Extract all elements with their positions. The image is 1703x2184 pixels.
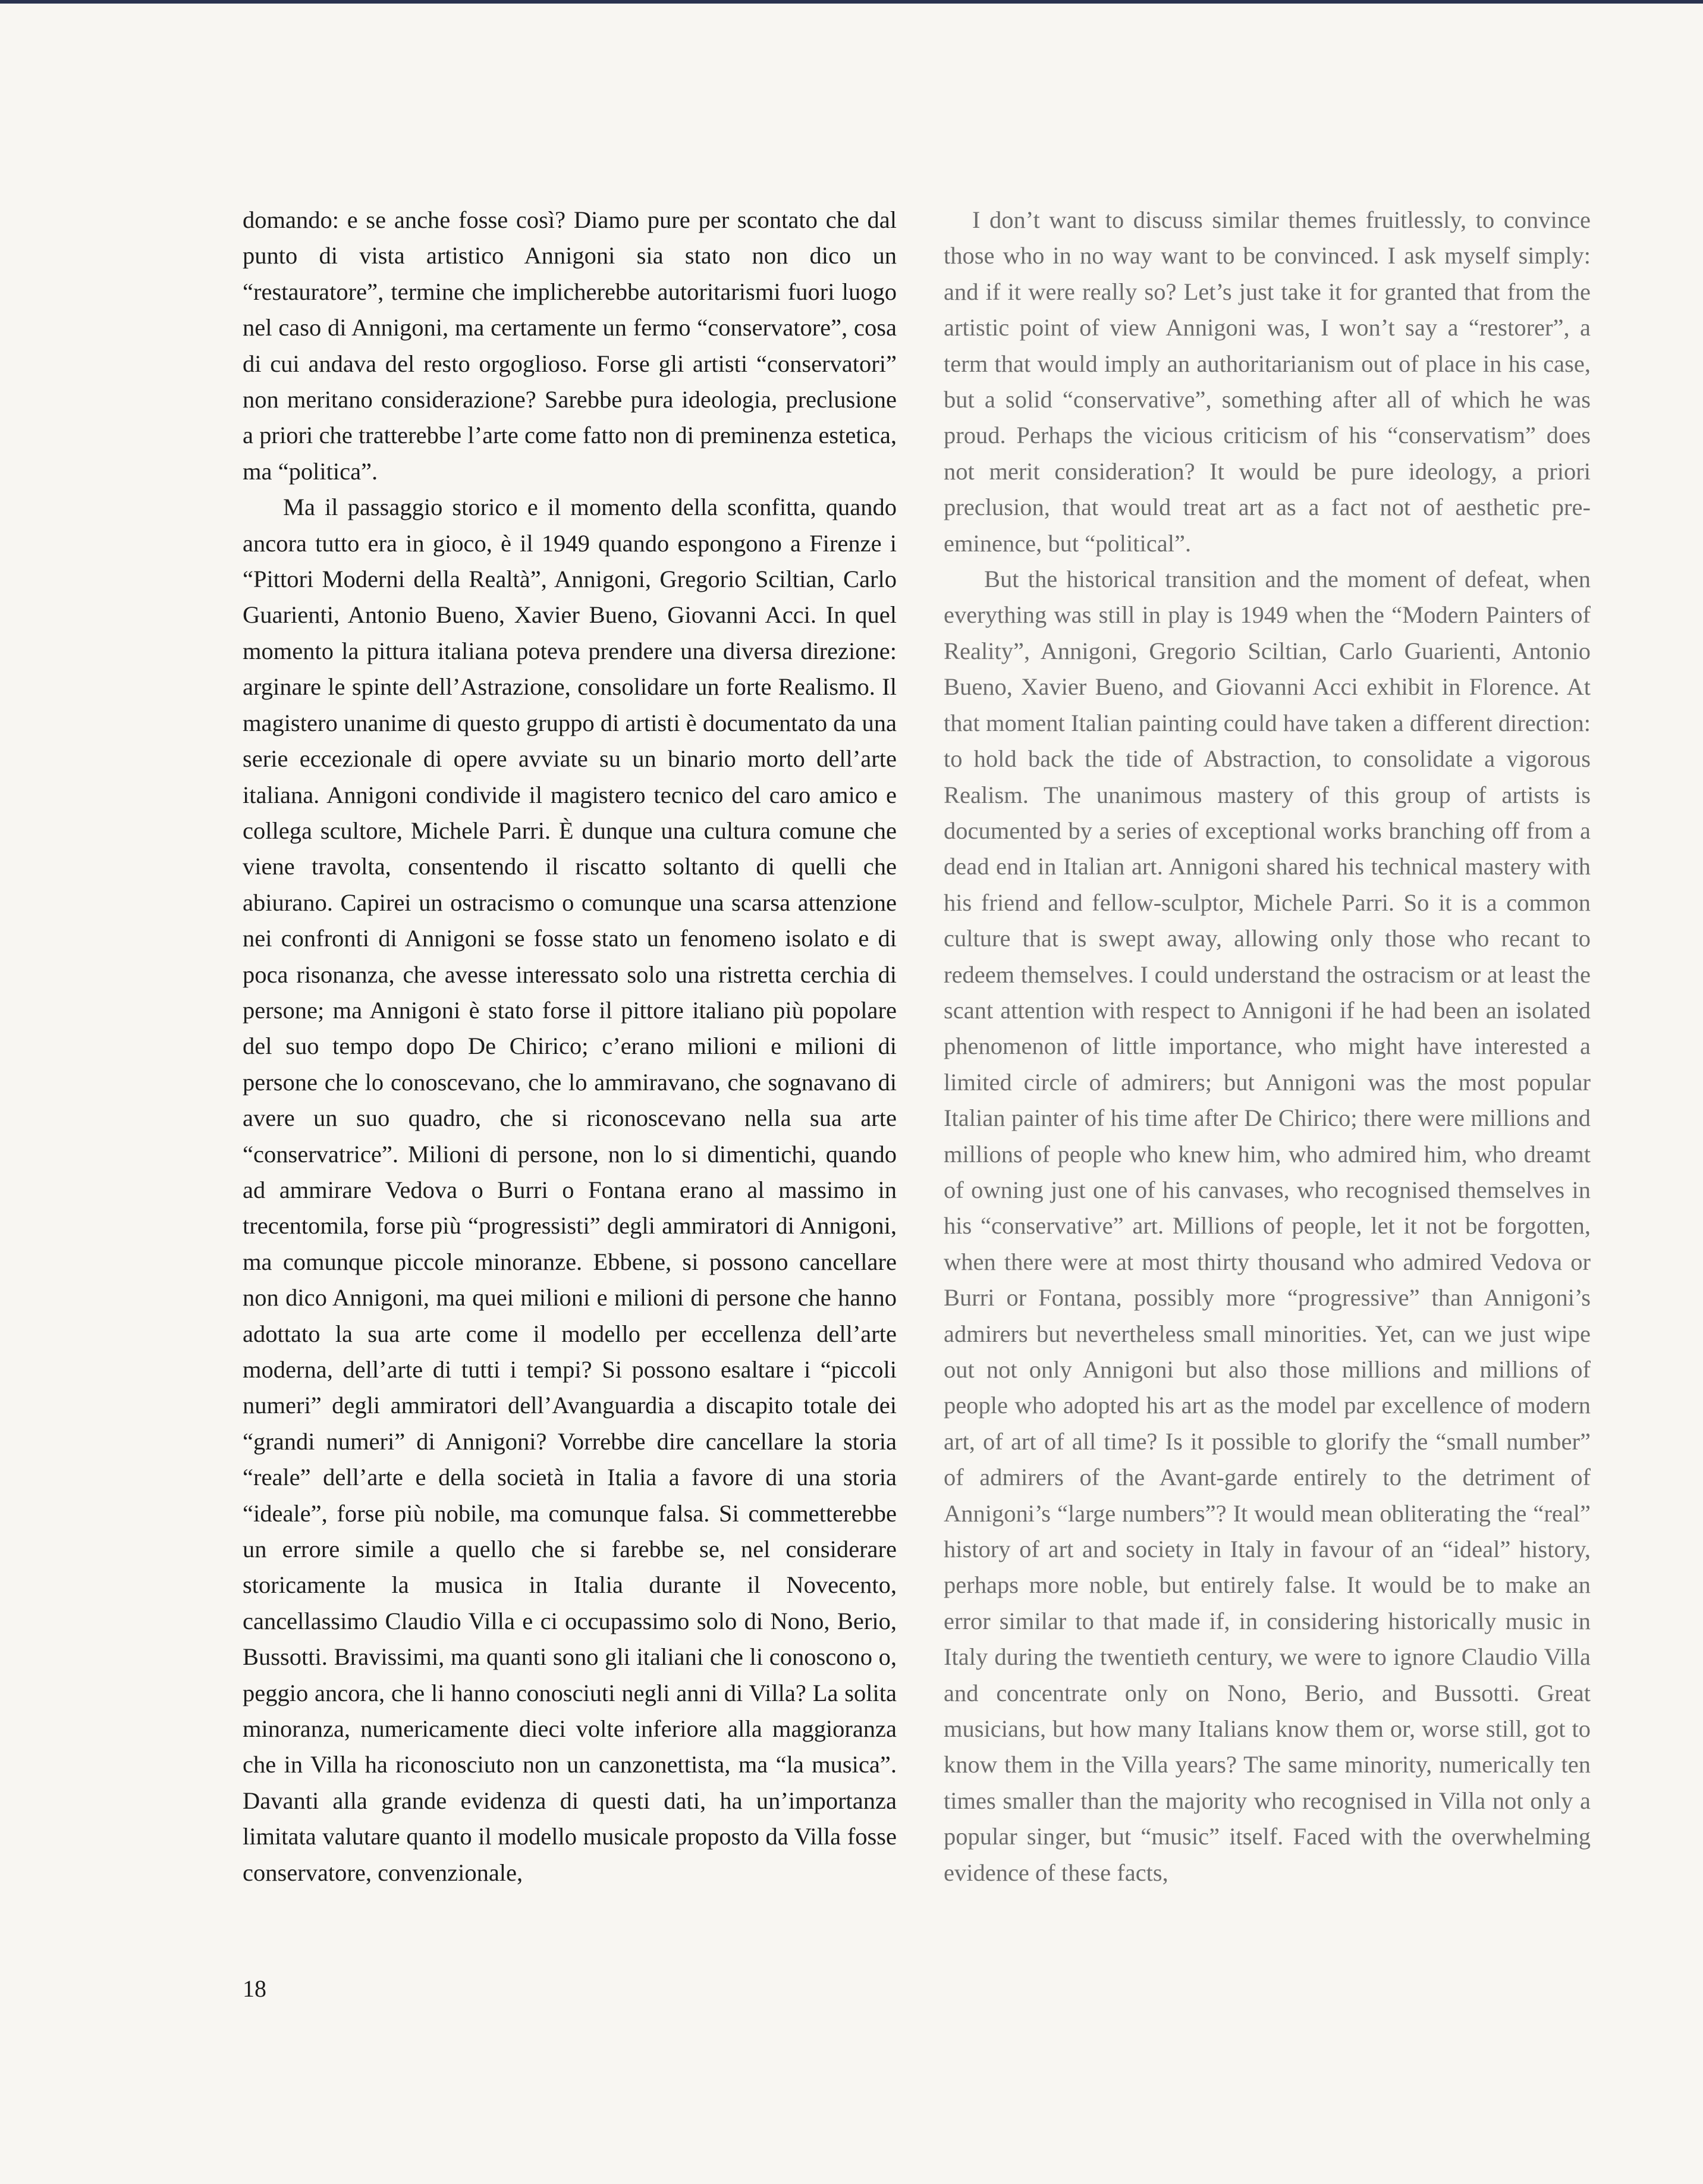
english-paragraph-2: But the historical transition and the moment of defeat, when everything was still in play is 1949 when the “Modern Painters of Reality”, Annigoni, Gregorio Sciltian, Carlo Guarienti, Antonio Bueno, Xavier Bueno, and Giovanni Acci exhibit in Florence. At that moment Italian painting could have taken a different direction: to hold back the tide of Abstraction, to consolidate a vigorous Realism. The unanimous mastery of this group of artists is documented by a series of exceptional works branching off from a dead end in Italian art. Annigoni shared his technical mastery with his friend and fellow-sculptor, Michele Parri. So it is a common culture that is swept away, allowing only those who recant to redeem themselves. I could understand the ostracism or at least the scant attention with respect to Annigoni if he had been an isolated phenomenon of little importance, who might have interested a limited circle of admirers; but Annigoni was the most popular Italian painter of his time after De Chirico; there were millions and millions of people who knew him, who admired him, who dreamt of owning just one of his canvases, who recognised themselves in his “conservative” art. Millions of people, let it not be forgotten, when there were at most thirty thousand who admired Vedova or Burri or Fontana, possibly more “progressive” than Annigoni’s admirers but nevertheless small minorities. Yet, can we just wipe out not only Annigoni but also those millions and millions of people who adopted his art as the model par excellence of modern art, of art of all time? Is it possible to glorify the “small number” of admirers of the Avant-garde entirely to the detriment of Annigoni’s “large numbers”? It would mean obliterating the “real” history of art and society in Italy in favour of an “ideal” history, perhaps more noble, but entirely false. It would be to make an error similar to that made if, in considering historically music in Italy during the twentieth century, we were to ignore Claudio Villa and concentrate only on Nono, Berio, and Bussotti. Great musicians, but how many Italians know them or, worse still, got to know them in the Villa years? The same minority, numerically ten times smaller than the majority who recognised in Villa not only a popular singer, but “music” itself. Faced with the overwhelming evidence of these facts, <box>944 566 1591 1886</box>
english-text-column <box>944 202 1591 1891</box>
italian-paragraph-2: Ma il passaggio storico e il momento della sconfitta, quando ancora tutto era in gioco, è il 1949 quando espongono a Firenze i “Pittori Moderni della Realtà”, Annigoni, Gregorio Sciltian, Carlo Guarienti, Antonio Bueno, Xavier Bueno, Giovanni Acci. In quel momento la pittura italiana poteva prendere una diversa direzione: arginare le spinte dell’Astrazione, consolidare un forte Realismo. Il magistero unanime di questo gruppo di artisti è documentato da una serie eccezionale di opere avviate su un binario morto dell’arte italiana. Annigoni condivide il magistero tecnico del caro amico e collega scultore, Michele Parri. È dunque una cultura comune che viene travolta, consentendo il riscatto soltanto di quelli che abiurano. Capirei un ostracismo o comunque una scarsa attenzione nei confronti di Annigoni se fosse stato un fenomeno isolato e di poca risonanza, che avesse interessato solo una ristretta cerchia di persone; ma Annigoni è stato forse il pittore italiano più popolare del suo tempo dopo De Chirico; c’erano milioni e milioni di persone che lo conoscevano, che lo ammiravano, che sognavano di avere un suo quadro, che si riconoscevano nella sua arte “conservatrice”. Milioni di persone, non lo si dimentichi, quando ad ammirare Vedova o Burri o Fontana erano al massimo in trecentomila, forse più “progressisti” degli ammiratori di Annigoni, ma comunque piccole minoranze. Ebbene, si possono cancellare non dico Annigoni, ma quei milioni e milioni di persone che hanno adottato la sua arte come il modello per eccellenza dell’arte moderna, dell’arte di tutti i tempi? Si possono esaltare i “piccoli numeri” degli ammiratori dell’Avanguardia a discapito totale dei “grandi numeri” di Annigoni? Vorrebbe dire cancellare la storia “reale” dell’arte e della società in Italia a favore di una storia “ideale”, forse più nobile, ma comunque falsa. Si commetterebbe un errore simile a quello che si farebbe se, nel considerare storicamente la musica in Italia durante il Novecento, cancellassimo Claudio Villa e ci occupassimo solo di Nono, Berio, Bussotti. Bravissimi, ma quanti sono gli italiani che li conoscono o, peggio ancora, che li hanno conosciuti negli anni di Villa? La solita minoranza, numericamente dieci volte inferiore alla maggioranza che in Villa ha riconosciuto non un canzonettista, ma “la musica”. Davanti alla grande evidenza di questi dati, ha un’importanza limitata valutare quanto il modello musicale proposto da Villa fosse conservatore, convenzionale, <box>243 494 897 1886</box>
top-border-rule <box>0 0 1703 4</box>
page-number: 18 <box>243 1975 266 2002</box>
italian-text-column <box>243 202 897 1891</box>
english-paragraph-1: I don’t want to discuss similar themes fruitlessly, to convince those who in no way want to be convinced. I ask myself simply: and if it were really so? Let’s just take it for granted that from the artistic point of view Annigoni was, I won’t say a “restorer”, a term that would imply an authoritarianism out of place in his case, but a solid “conservative”, something after all of which he was proud. Perhaps the vicious criticism of his “conservatism” does not merit consideration? It would be pure ideology, a priori preclusion, that would treat art as a fact not of aesthetic pre-eminence, but “political”. <box>944 206 1591 557</box>
italian-paragraph-1: domando: e se anche fosse così? Diamo pure per scontato che dal punto di vista artistico Annigoni sia stato non dico un “restauratore”, termine che implicherebbe autoritarismi fuori luogo nel caso di Annigoni, ma certamente un fermo “conservatore”, cosa di cui andava del resto orgoglioso. Forse gli artisti “conservatori” non meritano considerazione? Sarebbe pura ideologia, preclusione a priori che tratterebbe l’arte come fatto non di preminenza estetica, ma “politica”. <box>243 206 897 485</box>
